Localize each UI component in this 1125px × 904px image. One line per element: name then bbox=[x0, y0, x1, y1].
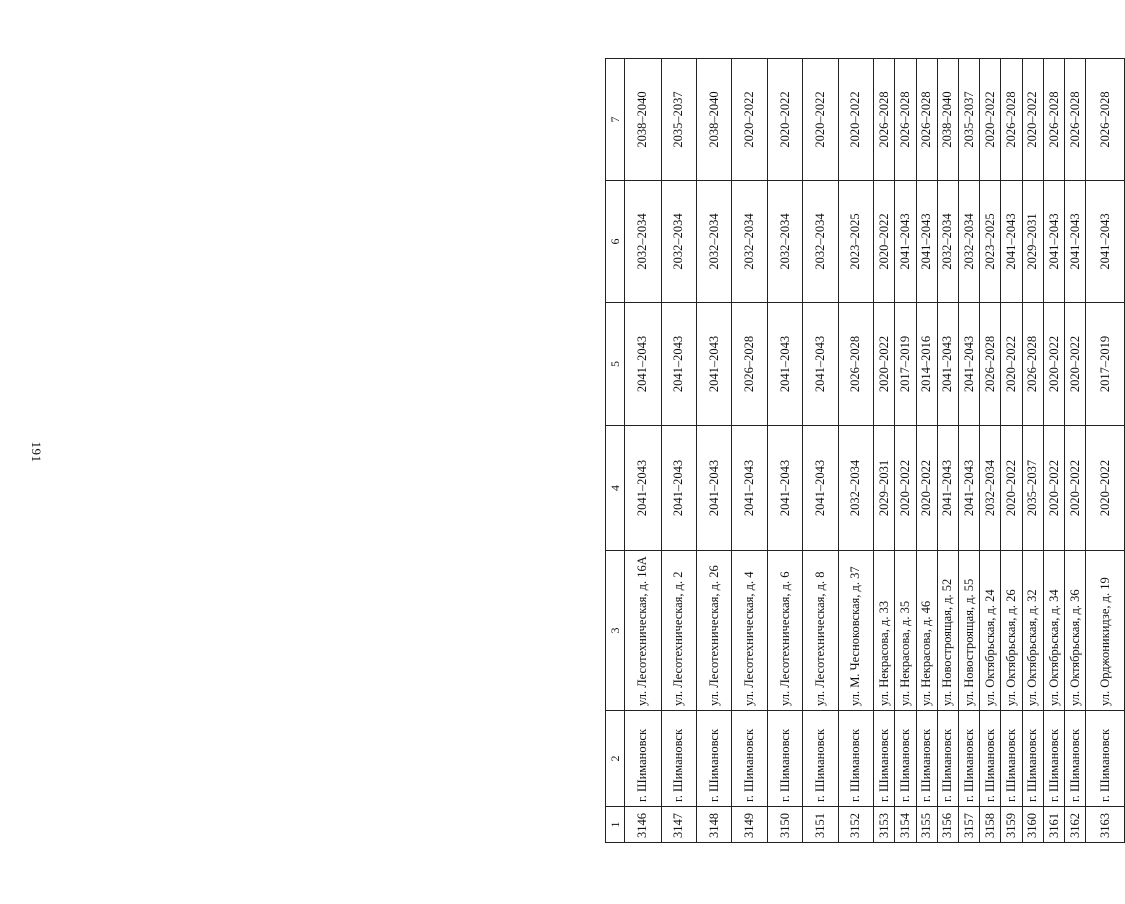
row-number: 3159 bbox=[1001, 807, 1022, 843]
period-cell: 2020–2022 bbox=[916, 426, 937, 551]
row-number: 3151 bbox=[803, 807, 838, 843]
period-cell: 2041–2043 bbox=[625, 303, 661, 426]
period-cell: 2026–2028 bbox=[895, 59, 916, 181]
row-number: 3147 bbox=[661, 807, 696, 843]
table-container bbox=[605, 59, 1125, 843]
table-row bbox=[1001, 59, 1022, 843]
address-cell: ул. Октябрьская, д. 26 bbox=[1001, 551, 1022, 711]
address-cell: ул. Лесотехническая, д. 26 bbox=[697, 551, 732, 711]
city-cell: г. Шимановск bbox=[1043, 711, 1064, 807]
period-cell: 2032–2034 bbox=[732, 181, 767, 303]
header-cell: 2 bbox=[606, 711, 625, 807]
period-cell: 2014–2016 bbox=[916, 303, 937, 426]
period-cell: 2038–2040 bbox=[625, 59, 661, 181]
period-cell: 2026–2028 bbox=[732, 303, 767, 426]
period-cell: 2035–2037 bbox=[959, 59, 980, 181]
address-cell: ул. Октябрьская, д. 34 bbox=[1043, 551, 1064, 711]
page-number: 191 bbox=[29, 441, 44, 463]
row-number: 3152 bbox=[838, 807, 873, 843]
period-cell: 2026–2028 bbox=[1043, 59, 1064, 181]
period-cell: 2026–2028 bbox=[1001, 59, 1022, 181]
city-cell: г. Шимановск bbox=[697, 711, 732, 807]
address-cell: ул. Лесотехническая, д. 8 bbox=[803, 551, 838, 711]
city-cell: г. Шимановск bbox=[625, 711, 661, 807]
table-row bbox=[874, 59, 895, 843]
period-cell: 2032–2034 bbox=[937, 181, 958, 303]
period-cell: 2023–2025 bbox=[980, 181, 1001, 303]
table-row bbox=[1065, 59, 1086, 843]
address-cell: ул. Орджоникидзе, д. 19 bbox=[1086, 551, 1125, 711]
row-number: 3157 bbox=[959, 807, 980, 843]
address-cell: ул. Новостроящая, д. 55 bbox=[959, 551, 980, 711]
period-cell: 2032–2034 bbox=[803, 181, 838, 303]
period-cell: 2032–2034 bbox=[959, 181, 980, 303]
period-cell: 2041–2043 bbox=[1065, 181, 1086, 303]
table-header-row bbox=[606, 59, 625, 843]
period-cell: 2032–2034 bbox=[767, 181, 802, 303]
city-cell: г. Шимановск bbox=[1001, 711, 1022, 807]
period-cell: 2041–2043 bbox=[767, 426, 802, 551]
address-cell: ул. Новостроящая, д. 52 bbox=[937, 551, 958, 711]
address-cell: ул. Некрасова, д. 33 bbox=[874, 551, 895, 711]
period-cell: 2041–2043 bbox=[661, 426, 696, 551]
period-cell: 2017–2019 bbox=[895, 303, 916, 426]
city-cell: г. Шимановск bbox=[959, 711, 980, 807]
period-cell: 2032–2034 bbox=[697, 181, 732, 303]
header-cell: 7 bbox=[606, 59, 625, 181]
period-cell: 2026–2028 bbox=[838, 303, 873, 426]
period-cell: 2026–2028 bbox=[1022, 303, 1043, 426]
period-cell: 2026–2028 bbox=[1086, 59, 1125, 181]
period-cell: 2026–2028 bbox=[874, 59, 895, 181]
table-row bbox=[895, 59, 916, 843]
period-cell: 2023–2025 bbox=[838, 181, 873, 303]
period-cell: 2041–2043 bbox=[916, 181, 937, 303]
table-row bbox=[937, 59, 958, 843]
table-row bbox=[625, 59, 661, 843]
table-row bbox=[1022, 59, 1043, 843]
period-cell: 2020–2022 bbox=[1001, 303, 1022, 426]
table-row bbox=[980, 59, 1001, 843]
address-cell: ул. Октябрьская, д. 24 bbox=[980, 551, 1001, 711]
period-cell: 2041–2043 bbox=[959, 303, 980, 426]
period-cell: 2041–2043 bbox=[803, 303, 838, 426]
city-cell: г. Шимановск bbox=[895, 711, 916, 807]
period-cell: 2020–2022 bbox=[895, 426, 916, 551]
city-cell: г. Шимановск bbox=[937, 711, 958, 807]
row-number: 3158 bbox=[980, 807, 1001, 843]
period-cell: 2020–2022 bbox=[874, 303, 895, 426]
period-cell: 2017–2019 bbox=[1086, 303, 1125, 426]
row-number: 3153 bbox=[874, 807, 895, 843]
period-cell: 2041–2043 bbox=[895, 181, 916, 303]
row-number: 3162 bbox=[1065, 807, 1086, 843]
period-cell: 2032–2034 bbox=[625, 181, 661, 303]
city-cell: г. Шимановск bbox=[732, 711, 767, 807]
period-cell: 2020–2022 bbox=[803, 59, 838, 181]
city-cell: г. Шимановск bbox=[1065, 711, 1086, 807]
table-row bbox=[1086, 59, 1125, 843]
row-number: 3156 bbox=[937, 807, 958, 843]
period-cell: 2020–2022 bbox=[874, 181, 895, 303]
period-cell: 2020–2022 bbox=[732, 59, 767, 181]
address-cell: ул. Лесотехническая, д. 2 bbox=[661, 551, 696, 711]
row-number: 3163 bbox=[1086, 807, 1125, 843]
period-cell: 2020–2022 bbox=[1086, 426, 1125, 551]
city-cell: г. Шимановск bbox=[838, 711, 873, 807]
period-cell: 2020–2022 bbox=[1043, 426, 1064, 551]
period-cell: 2032–2034 bbox=[980, 426, 1001, 551]
address-cell: ул. Некрасова, д. 46 bbox=[916, 551, 937, 711]
address-cell: ул. Лесотехническая, д. 6 bbox=[767, 551, 802, 711]
period-cell: 2041–2043 bbox=[937, 426, 958, 551]
period-cell: 2041–2043 bbox=[697, 426, 732, 551]
period-cell: 2020–2022 bbox=[1022, 59, 1043, 181]
city-cell: г. Шимановск bbox=[767, 711, 802, 807]
period-cell: 2029–2031 bbox=[1022, 181, 1043, 303]
period-cell: 2032–2034 bbox=[661, 181, 696, 303]
period-cell: 2041–2043 bbox=[803, 426, 838, 551]
row-number: 3155 bbox=[916, 807, 937, 843]
table-row bbox=[661, 59, 696, 843]
period-cell: 2038–2040 bbox=[937, 59, 958, 181]
period-cell: 2020–2022 bbox=[767, 59, 802, 181]
period-cell: 2041–2043 bbox=[1043, 181, 1064, 303]
period-cell: 2032–2034 bbox=[838, 426, 873, 551]
register-table bbox=[605, 58, 1125, 843]
period-cell: 2026–2028 bbox=[1065, 59, 1086, 181]
address-cell: ул. Некрасова, д. 35 bbox=[895, 551, 916, 711]
period-cell: 2041–2043 bbox=[1086, 181, 1125, 303]
address-cell: ул. Октябрьская, д. 36 bbox=[1065, 551, 1086, 711]
period-cell: 2026–2028 bbox=[916, 59, 937, 181]
header-cell: 5 bbox=[606, 303, 625, 426]
row-number: 3149 bbox=[732, 807, 767, 843]
header-cell: 3 bbox=[606, 551, 625, 711]
table-row bbox=[959, 59, 980, 843]
period-cell: 2041–2043 bbox=[732, 426, 767, 551]
period-cell: 2026–2028 bbox=[980, 303, 1001, 426]
header-cell: 6 bbox=[606, 181, 625, 303]
row-number: 3148 bbox=[697, 807, 732, 843]
period-cell: 2041–2043 bbox=[697, 303, 732, 426]
city-cell: г. Шимановск bbox=[1022, 711, 1043, 807]
period-cell: 2041–2043 bbox=[767, 303, 802, 426]
row-number: 3161 bbox=[1043, 807, 1064, 843]
address-cell: ул. Лесотехническая, д. 16А bbox=[625, 551, 661, 711]
period-cell: 2020–2022 bbox=[1065, 303, 1086, 426]
period-cell: 2035–2037 bbox=[661, 59, 696, 181]
period-cell: 2041–2043 bbox=[1001, 181, 1022, 303]
header-cell: 4 bbox=[606, 426, 625, 551]
city-cell: г. Шимановск bbox=[1086, 711, 1125, 807]
table-row bbox=[732, 59, 767, 843]
table-row bbox=[838, 59, 873, 843]
city-cell: г. Шимановск bbox=[661, 711, 696, 807]
period-cell: 2020–2022 bbox=[1065, 426, 1086, 551]
row-number: 3146 bbox=[625, 807, 661, 843]
period-cell: 2020–2022 bbox=[1001, 426, 1022, 551]
table-row bbox=[767, 59, 802, 843]
period-cell: 2038–2040 bbox=[697, 59, 732, 181]
table-row bbox=[916, 59, 937, 843]
city-cell: г. Шимановск bbox=[803, 711, 838, 807]
period-cell: 2020–2022 bbox=[980, 59, 1001, 181]
address-cell: ул. М. Чесноковская, д. 37 bbox=[838, 551, 873, 711]
period-cell: 2041–2043 bbox=[959, 426, 980, 551]
row-number: 3154 bbox=[895, 807, 916, 843]
header-cell: 1 bbox=[606, 807, 625, 843]
address-cell: ул. Октябрьская, д. 32 bbox=[1022, 551, 1043, 711]
period-cell: 2041–2043 bbox=[625, 426, 661, 551]
period-cell: 2035–2037 bbox=[1022, 426, 1043, 551]
city-cell: г. Шимановск bbox=[916, 711, 937, 807]
period-cell: 2041–2043 bbox=[937, 303, 958, 426]
period-cell: 2041–2043 bbox=[661, 303, 696, 426]
row-number: 3150 bbox=[767, 807, 802, 843]
table-row bbox=[1043, 59, 1064, 843]
period-cell: 2029–2031 bbox=[874, 426, 895, 551]
table-row bbox=[697, 59, 732, 843]
table-row bbox=[803, 59, 838, 843]
row-number: 3160 bbox=[1022, 807, 1043, 843]
period-cell: 2020–2022 bbox=[1043, 303, 1064, 426]
address-cell: ул. Лесотехническая, д. 4 bbox=[732, 551, 767, 711]
period-cell: 2020–2022 bbox=[838, 59, 873, 181]
city-cell: г. Шимановск bbox=[980, 711, 1001, 807]
city-cell: г. Шимановск bbox=[874, 711, 895, 807]
